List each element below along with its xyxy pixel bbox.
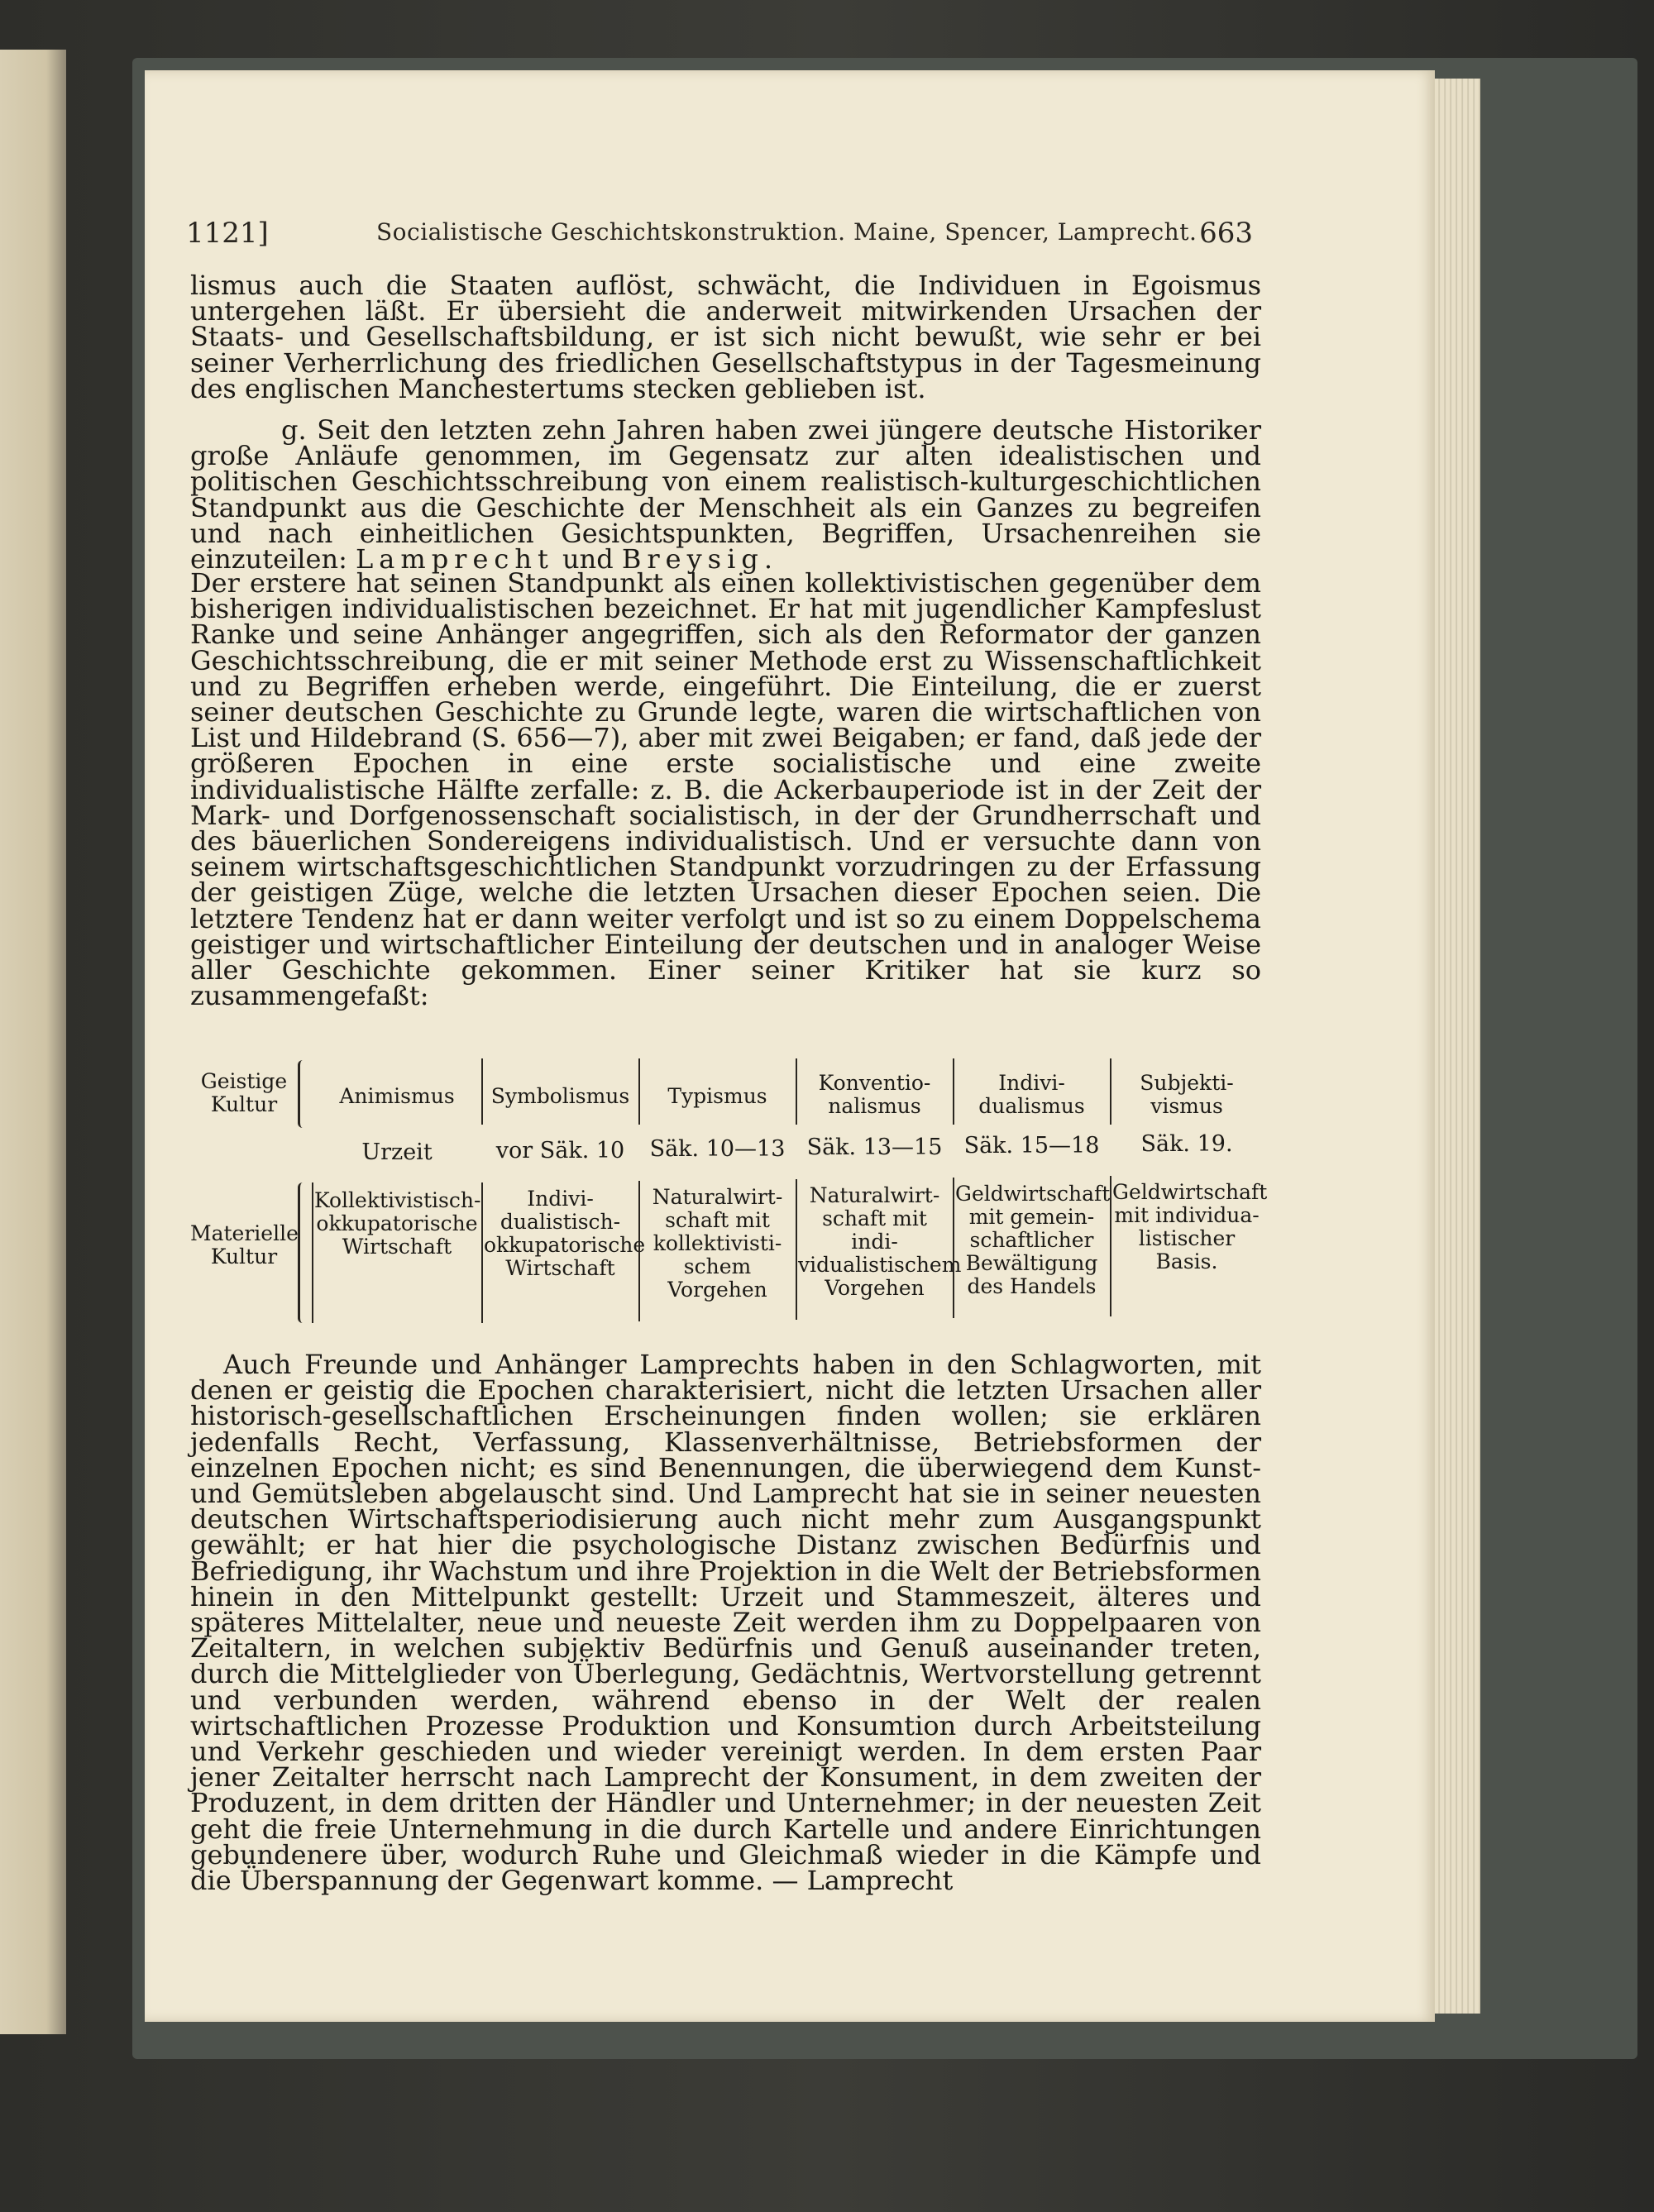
era-urzeit: Urzeit bbox=[361, 1139, 433, 1165]
cell-animismus bbox=[314, 1085, 480, 1108]
cell-line: mit gemein- bbox=[968, 1205, 1095, 1229]
cell-line: Geldwirtschaft bbox=[1112, 1180, 1268, 1204]
cell-line: Vorgehen bbox=[667, 1278, 767, 1302]
cell-line: schaft mit bbox=[665, 1208, 770, 1232]
era-saek-10-13: Säk. 10—13 bbox=[649, 1136, 786, 1162]
cell-line: vidualistischem bbox=[798, 1253, 962, 1277]
brace-materielle bbox=[298, 1182, 308, 1323]
era-saek-19: Säk. 19. bbox=[1140, 1131, 1233, 1157]
row-label-geistige-kultur bbox=[190, 1070, 298, 1116]
facing-page-edge bbox=[0, 50, 66, 2034]
paragraph-1: lismus auch die Staaten auflöst, schwächt, die Individuen in Egoismus untergehen läßt. Er übersieht die anderweit mitwirkenden Ursachen der Staats- und Gesellschaftsbildung, er ist sich nicht bewußt, wie sehr er bei seiner Verherrlichung des friedlichen Gesellschaftstypus in der Tagesmeinung des englischen Manchestertums stecken geblieben ist. bbox=[190, 270, 1261, 404]
separator bbox=[953, 1178, 954, 1318]
era-vor-saek-10: vor Säk. 10 bbox=[495, 1138, 625, 1163]
cell-symbolismus bbox=[484, 1085, 637, 1108]
cell-naturalwirtschaft-kollektivistisch bbox=[641, 1186, 794, 1302]
connector-und: und bbox=[562, 543, 614, 576]
era-saek-13-15: Säk. 13—15 bbox=[806, 1135, 943, 1160]
separator bbox=[481, 1058, 483, 1125]
running-head bbox=[186, 217, 1253, 258]
cell-line: Bewältigung bbox=[965, 1251, 1098, 1275]
cell-line: Subjekti- bbox=[1140, 1071, 1234, 1095]
row-label-materielle-kultur bbox=[190, 1222, 298, 1268]
cell-line: schaft mit indi- bbox=[822, 1206, 927, 1254]
cell-line: des Handels bbox=[967, 1274, 1097, 1298]
separator bbox=[953, 1058, 954, 1125]
cell-line: schaftlicher bbox=[969, 1228, 1094, 1252]
cell-line: Animismus bbox=[339, 1084, 455, 1108]
cell-subjektivismus bbox=[1112, 1072, 1261, 1118]
separator bbox=[796, 1179, 797, 1320]
paragraph-2-text: g. Seit den letzten zehn Jahren haben zwei jüngere deutsche Historiker große Anläufe genommen, im Gegensatz zur alten idealistischen und politischen Geschichtsschreibung von einem realistisch-kulturgeschichtlichen Standpunkt aus die Geschichte der Menschheit als ein Ganzes zu begreifen und nach einheitlichen Gesichtspunkten, Begriffen, Ursachenreihen sie einzuteilen: bbox=[190, 414, 1261, 576]
cell-line: Indivi- bbox=[527, 1187, 594, 1211]
cell-line: okkupatorische bbox=[484, 1233, 646, 1257]
paragraph-3: Der erstere hat seinen Standpunkt als einen kollektivistischen gegenüber dem bisherigen individualistischen bezeichnet. Er hat mit jugendlicher Kampfeslust Ranke und seine Anhänger angegriffen, sich als den Reformator der ganzen Geschichtsschreibung, die er mit seiner Methode erst zu Wissenschaftlichkeit und zu Begriffen erheben werde, eingeführt. Die Einteilung, die er zuerst seiner deutschen Geschichte zu Grunde legte, waren die wirtschaftlichen von List und Hildebrand (S. 656—7), aber mit zwei Beigaben; er fand, daß jede der größeren Epochen in eine erste socialistische und eine zweite individualistische Hälfte zerfalle: z. B. die Ackerbauperiode ist in der Zeit der Mark- und Dorfgenossenschaft socialistisch, in der der Grundherrschaft und des bäuerlichen Sondereigens individualistisch. Und er versuchte dann von seinem wirtschaftsgeschichtlichen Standpunkt vorzudringen zu der Erfassung der geistigen Züge, welche die letzten Ursachen dieser Epochen seien. Die letztere Tendenz hat er dann weiter verfolgt und ist so zu einem Doppelschema geistiger und wirtschaftlicher Einteilung der deutschen und in analoger Weise aller Geschichte gekommen. Einer seiner Kritiker hat sie kurz so zusammengefaßt: bbox=[190, 567, 1261, 1012]
separator bbox=[1110, 1058, 1111, 1125]
cell-line: vismus bbox=[1150, 1094, 1223, 1118]
cell-line: schem bbox=[683, 1254, 752, 1278]
cell-line: mit individua- bbox=[1114, 1203, 1260, 1227]
separator bbox=[312, 1182, 313, 1323]
cell-typismus bbox=[641, 1085, 794, 1108]
cell-line: Naturalwirt- bbox=[809, 1183, 940, 1207]
cell-line: Kollektivistisch- bbox=[314, 1188, 481, 1212]
cell-line: Konventio- bbox=[818, 1071, 931, 1095]
paragraph-2 bbox=[190, 414, 1261, 576]
cell-line: listischer bbox=[1138, 1226, 1236, 1250]
separator bbox=[638, 1058, 640, 1125]
cell-line: Typismus bbox=[667, 1084, 767, 1108]
cell-kollektivistisch-okkupatorisch bbox=[314, 1189, 480, 1259]
cell-line: Indivi- bbox=[998, 1071, 1065, 1095]
page-number: 663 bbox=[1199, 217, 1253, 250]
cell-line: kollektivisti- bbox=[653, 1231, 782, 1255]
paragraph-4: Auch Freunde und Anhänger Lamprechts haben in den Schlagworten, mit denen er geistig die Epochen charakterisiert, nicht die letzten Ursachen aller historisch-gesellschaftlichen Erscheinungen finden wollen; sie erklären jedenfalls Recht, Verfassung, Klassenverhältnisse, Betriebsformen der einzelnen Epochen nicht; es sind Benennungen, die überwiegend dem Kunst- und Gemütsleben abgelauscht sind. Und Lamprecht hat sie in seiner neuesten deutschen Wirtschaftsperiodisierung auch nicht mehr zum Ausgangspunkt gewählt; er hat hier die psychologische Distanz zwischen Bedürfnis und Befriedigung, ihr Wachstum und ihre Projektion in die Welt der Betriebsformen hinein in den Mittelpunkt gestellt: Urzeit und Stammeszeit, älteres und späteres Mittelalter, neue und neueste Zeit werden ihm zu Doppelpaaren von Zeitaltern, in welchen subjektiv Bedürfnis und Genuß auseinander treten, durch die Mittelglieder von Überlegung, Gedächtnis, Wertvorstellung getrennt und verbunden werden, während ebenso in der Welt der realen wirtschaftlichen Prozesse Produktion und Konsumtion durch Arbeitsteilung und Verkehr geschieden und wieder vereinigt werden. In dem ersten Paar jener Zeitalter herrscht nach Lamprecht der Konsument, in dem zweiten der Produzent, in dem dritten der Händler und Unternehmer; in der neuesten Zeit geht die freie Unternehmung in die durch Kartelle und andere Einrichtungen gebundenere über, wodurch Ruhe und Gleichmaß wieder in die Kämpfe und die Überspannung der Gegenwart komme. — Lamprecht bbox=[190, 1349, 1261, 1897]
cell-line: Wirtschaft bbox=[342, 1235, 452, 1259]
cell-line: Geldwirtschaft bbox=[955, 1182, 1111, 1206]
row-label-line: Materielle bbox=[190, 1221, 299, 1245]
cell-line: Naturalwirt- bbox=[652, 1185, 783, 1209]
cell-geldwirtschaft-gemeinschaftlich bbox=[955, 1182, 1111, 1298]
separator bbox=[796, 1058, 797, 1125]
cell-individualistisch-okkupatorisch bbox=[484, 1187, 646, 1280]
cell-geldwirtschaft-individualistisch bbox=[1112, 1180, 1268, 1273]
row-label-line: Geistige bbox=[200, 1069, 288, 1093]
cell-konventionalismus bbox=[798, 1072, 951, 1118]
cell-line: Symbolismus bbox=[490, 1084, 630, 1108]
cell-naturalwirtschaft-individualistisch bbox=[798, 1183, 962, 1300]
row-label-line: Kultur bbox=[210, 1092, 278, 1116]
cell-line: dualismus bbox=[978, 1094, 1085, 1118]
cell-line: dualistisch- bbox=[500, 1210, 621, 1234]
cell-line: nalismus bbox=[828, 1094, 921, 1118]
separator bbox=[481, 1182, 483, 1323]
lamprecht-scheme-table bbox=[190, 1050, 1268, 1331]
cell-line: Vorgehen bbox=[825, 1276, 925, 1300]
name-lamprecht: Lamprecht bbox=[356, 543, 554, 576]
page-reference: 1121] bbox=[186, 217, 269, 250]
cell-individualismus bbox=[955, 1072, 1108, 1118]
running-title: Socialistische Geschichtskonstruktion. Maine, Spencer, Lamprecht. bbox=[376, 218, 1197, 246]
brace-geistige bbox=[298, 1060, 308, 1128]
cell-line: Basis. bbox=[1155, 1249, 1218, 1273]
era-saek-15-18: Säk. 15—18 bbox=[963, 1133, 1100, 1159]
cell-line: okkupatorische bbox=[316, 1211, 478, 1235]
separator bbox=[1110, 1176, 1111, 1316]
cell-line: Wirtschaft bbox=[505, 1256, 615, 1280]
row-label-line: Kultur bbox=[210, 1245, 278, 1268]
separator bbox=[638, 1181, 640, 1321]
name-breysig: Breysig. bbox=[621, 543, 778, 576]
